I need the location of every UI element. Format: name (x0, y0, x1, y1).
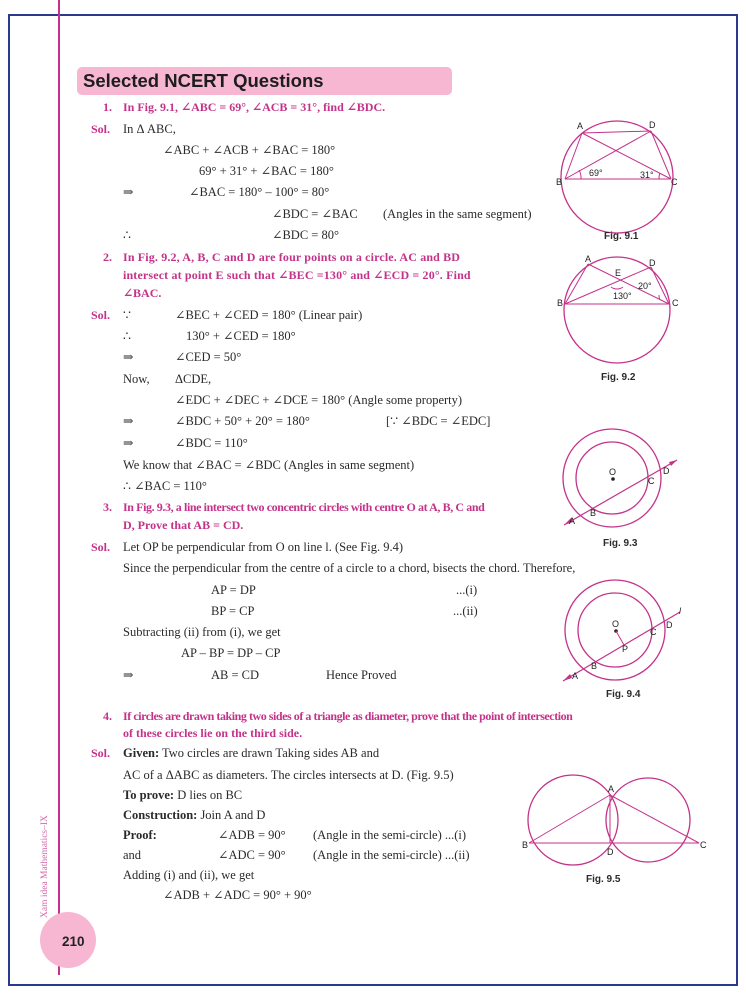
q2-line: ∠EDC + ∠DEC + ∠DCE = 180° (Angle some property) (175, 393, 463, 407)
question-4-number: 4. (103, 709, 112, 723)
angle-130: 130° (613, 291, 632, 301)
q3-line: Since the perpendicular from the centre of a circle to a chord, bisects the chord. Therefore, (123, 561, 576, 575)
figure-9-4-caption: Fig. 9.4 (606, 689, 641, 700)
q3-line: Subtracting (ii) from (i), we get (123, 625, 281, 639)
figure-9-4 (560, 582, 685, 687)
q3-line: AP – BP = DP – CP (181, 646, 281, 660)
label-c: C (648, 476, 655, 486)
section-title: Selected NCERT Questions (83, 70, 324, 91)
q2-line: ∠BDC + 50° + 20° = 180° (175, 414, 310, 428)
figure-9-3-caption: Fig. 9.3 (603, 538, 638, 549)
q2-line: We know that ∠BAC = ∠BDC (Angles in same segment) (123, 458, 415, 472)
q3-ref: ...(ii) (453, 604, 478, 618)
implies-symbol: ⇒ (123, 350, 134, 364)
figure-9-2 (555, 255, 685, 370)
therefore-symbol: ∴ (123, 329, 131, 343)
question-2-text: ∠BAC. (123, 286, 162, 300)
question-3-text: D, Prove that AB = CD. (123, 518, 244, 532)
proof-equation-1: ∠ADB = 90° (218, 828, 286, 842)
q4-to-prove (123, 787, 242, 803)
q3-hence-proved: Hence Proved (326, 668, 397, 682)
q2-line: ∠CED = 50° (175, 350, 242, 364)
q3-ref: ...(i) (456, 583, 478, 597)
to-prove-text: D lies on BC (174, 788, 243, 802)
implies-symbol: ⇒ (123, 436, 134, 450)
q1-line: ∠BDC = ∠BAC (272, 207, 358, 221)
implies-symbol: ⇒ (123, 414, 134, 428)
label-a: A (585, 254, 592, 264)
q1-line: In Δ ABC, (123, 122, 176, 136)
q3-line: AP = DP (211, 583, 256, 597)
question-2-text: intersect at point E such that ∠BEC =130° and ∠ECD = 20°. Find (123, 268, 471, 282)
question-2-text: In Fig. 9.2, A, B, C and D are four points on a circle. AC and BD (123, 250, 461, 264)
angle-31: 31° (640, 170, 654, 180)
question-3-text: In Fig. 9.3, a line intersect two concentric circles with centre O at A, B, C and (123, 500, 485, 514)
proof-reason-2: (Angle in the semi-circle) ...(ii) (313, 848, 470, 862)
label-o: O (609, 467, 617, 477)
label-d: D (663, 466, 670, 476)
label-d: D (666, 620, 673, 630)
centre-point (611, 477, 615, 481)
implies-symbol: ⇒ (123, 185, 134, 199)
question-2-number: 2. (103, 250, 112, 264)
label-b: B (556, 177, 563, 187)
figure-9-5 (518, 775, 718, 870)
q3-solution-label: Sol. (91, 540, 111, 554)
proof-reason-1: (Angle in the semi-circle) ...(i) (313, 828, 467, 842)
figure-9-2-caption: Fig. 9.2 (601, 372, 636, 383)
circle-on-ab (528, 775, 618, 865)
q2-solution-label: Sol. (91, 308, 111, 322)
q1-solution-label: Sol. (91, 122, 111, 136)
label-c: C (650, 627, 657, 637)
label-a: A (572, 671, 579, 681)
angle-69: 69° (589, 168, 603, 178)
label-b: B (591, 661, 598, 671)
circle (561, 121, 673, 233)
label-a: A (608, 784, 615, 794)
figure-9-1-caption: Fig. 9.1 (604, 231, 639, 242)
given-label: Given: (123, 746, 160, 760)
because-symbol: ∵ (123, 308, 131, 322)
q4-adding: Adding (i) and (ii), we get (123, 868, 255, 882)
label-b: B (522, 840, 529, 850)
question-1-text: In Fig. 9.1, ∠ABC = 69°, ∠ACB = 31°, find ∠BDC. (123, 100, 386, 114)
arrow-head (669, 460, 677, 466)
book-title-side-text: Xam idea Mathematics–IX (40, 815, 50, 918)
figure-9-5-caption: Fig. 9.5 (586, 874, 621, 885)
q2-line: ∠BEC + ∠CED = 180° (Linear pair) (175, 308, 363, 322)
q1-line: 69° + 31° + ∠BAC = 180° (199, 164, 334, 178)
figure-9-3 (560, 430, 685, 535)
q1-reason: (Angles in the same segment) (383, 207, 532, 221)
q2-line: ∴ ∠BAC = 110° (123, 479, 207, 493)
q1-line: ∠BAC = 180° – 100° = 80° (189, 185, 330, 199)
figure-9-1 (555, 115, 685, 230)
therefore-symbol: ∴ (123, 228, 131, 242)
label-l: l (679, 606, 681, 616)
q4-solution-label: Sol. (91, 746, 111, 760)
label-b: B (590, 508, 597, 518)
q2-reason: [∵ ∠BDC = ∠EDC] (386, 414, 491, 428)
label-c: C (700, 840, 707, 850)
label-c: C (672, 298, 679, 308)
q2-line: ∠BDC = 110° (175, 436, 248, 450)
q4-construction (123, 807, 265, 823)
q1-line: ∠BDC = 80° (272, 228, 339, 242)
construction-text: Join A and D (197, 808, 266, 822)
q2-line: 130° + ∠CED = 180° (186, 329, 296, 343)
and-label: and (123, 848, 142, 862)
label-e: E (615, 268, 622, 278)
label-c: C (671, 177, 678, 187)
margin-line (58, 0, 60, 975)
question-3-number: 3. (103, 500, 112, 514)
question-1-number: 1. (103, 100, 112, 114)
label-o: O (612, 619, 620, 629)
q2-line: ΔCDE, (175, 372, 212, 386)
q3-line: BP = CP (211, 604, 255, 618)
q2-now: Now, (123, 372, 150, 386)
implies-symbol: ⇒ (123, 668, 134, 682)
construction-label: Construction: (123, 808, 198, 822)
proof-equation-2: ∠ADC = 90° (218, 848, 286, 862)
to-prove-label: To prove: (123, 788, 175, 802)
q4-final: ∠ADB + ∠ADC = 90° + 90° (163, 888, 312, 902)
q4-given (123, 745, 379, 761)
label-a: A (569, 516, 576, 526)
page-number: 210 (62, 934, 85, 949)
question-4-text: of these circles lie on the third side. (123, 726, 303, 740)
angle-20: 20° (638, 281, 652, 291)
label-p: P (622, 644, 629, 654)
question-4-text: If circles are drawn taking two sides of a triangle as diameter, prove that the point of intersection (123, 709, 573, 723)
q3-line: AB = CD (211, 668, 260, 682)
perpendicular-op (616, 631, 624, 645)
label-d: D (649, 258, 656, 268)
label-a: A (577, 121, 584, 131)
label-d: D (649, 120, 656, 130)
label-d: D (607, 847, 614, 857)
label-b: B (557, 298, 564, 308)
q1-line: ∠ABC + ∠ACB + ∠BAC = 180° (163, 143, 336, 157)
proof-label: Proof: (123, 828, 157, 842)
q4-given-text-2: AC of a ΔABC as diameters. The circles intersects at D. (Fig. 9.5) (123, 768, 454, 782)
arrow-head (563, 674, 572, 681)
q3-line: Let OP be perpendicular from O on line l. (See Fig. 9.4) (123, 540, 404, 554)
secant-line (564, 460, 677, 525)
given-text: Two circles are drawn Taking sides AB and (159, 746, 380, 760)
